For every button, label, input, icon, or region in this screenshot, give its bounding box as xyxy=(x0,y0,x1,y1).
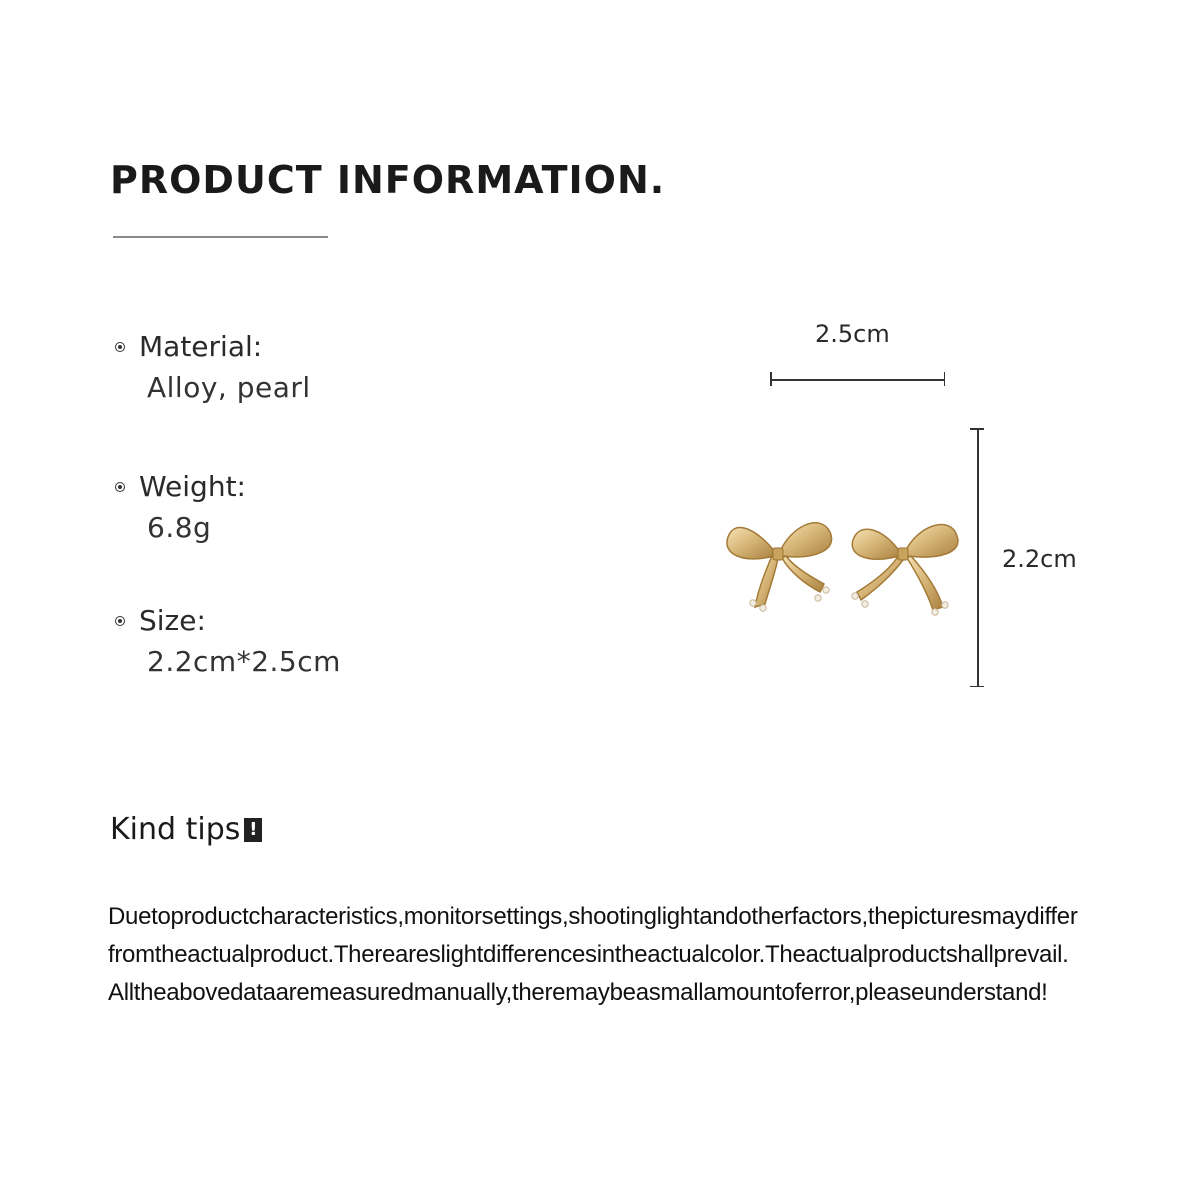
spec-label: Size: xyxy=(139,604,206,637)
width-dimension-line xyxy=(770,370,945,388)
width-dimension-label: 2.5cm xyxy=(815,320,890,348)
exclamation-icon: ! xyxy=(244,818,262,842)
height-dimension-line xyxy=(968,428,986,687)
spec-value: 2.2cm*2.5cm xyxy=(147,645,341,678)
left-bow-earring xyxy=(727,523,832,611)
spec-size xyxy=(115,604,341,678)
kind-tips-heading xyxy=(110,812,262,847)
bow-earrings-image xyxy=(720,512,970,622)
spec-label: Weight: xyxy=(139,470,246,503)
spec-value: 6.8g xyxy=(147,511,212,544)
spec-weight xyxy=(115,470,246,544)
title-divider xyxy=(113,236,328,238)
right-bow-earring xyxy=(852,525,958,616)
kind-tips-label: Kind tips xyxy=(110,812,241,847)
bullet-icon xyxy=(115,616,125,626)
tips-paragraph: Alltheabovedataaremeasuredmanually,theremaybeasmallamountoferror,pleaseunderstand! xyxy=(108,979,1048,1006)
bullet-icon xyxy=(115,342,125,352)
height-dimension-label: 2.2cm xyxy=(1002,545,1077,573)
spec-value: Alloy, pearl xyxy=(147,371,311,404)
tips-paragraph: Duetoproductcharacteristics,monitorsettings,shootinglightandotherfactors,thepicturesmaydifferfromtheactualproduct.Thereareslightdifferencesintheactualcolor.Theactualproductshallprevail. xyxy=(108,903,1078,968)
spec-label: Material: xyxy=(139,330,263,363)
kind-tips-text xyxy=(108,898,1078,1012)
spec-material xyxy=(115,330,311,404)
bullet-icon xyxy=(115,482,125,492)
page-title: PRODUCT INFORMATION. xyxy=(110,158,666,202)
